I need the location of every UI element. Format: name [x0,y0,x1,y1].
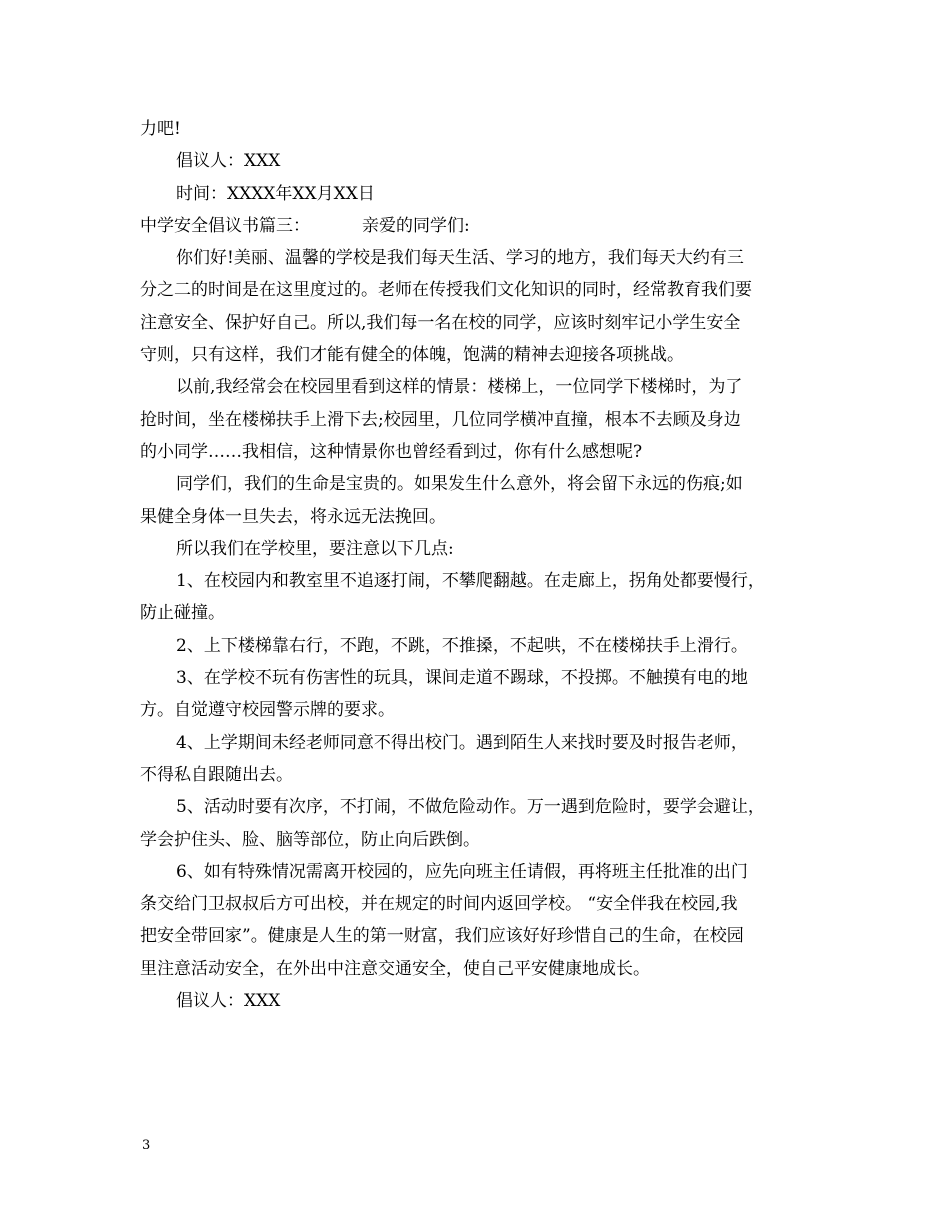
signature-line: 倡议人：XXX [176,151,281,172]
list-item-line: 条交给门卫叔叔后方可出校，并在规定的时间内返回学校。 “安全伴我在校园,我 [140,894,738,915]
text-line: 里注意活动安全，在外出中注意交通安全，使自己平安健康地成长。 [140,958,650,979]
text-line: 以前,我经常会在校园里看到这样的情景：楼梯上，一位同学下楼梯时，为了 [176,377,743,398]
list-item-line: 防止碰撞。 [140,603,225,624]
text-line: 守则，只有这样，我们才能有健全的体魄，饱满的精神去迎接各项挑战。 [140,345,684,366]
signature-line: 倡议人：XXX [176,991,281,1012]
list-item-line: 3、在学校不玩有伤害性的玩具，课间走道不踢球，不投掷。不触摸有电的地 [176,668,748,689]
text-line: 抢时间，坐在楼梯扶手上滑下去;校园里，几位同学横冲直撞，根本不去顾及身边 [140,409,741,430]
list-item-line: 方。自觉遵守校园警示牌的要求。 [140,700,395,721]
text-line: 分之二的时间是在这里度过的。老师在传授我们文化知识的同时，经常教育我们要 [140,280,752,301]
list-item-line: 4、上学期间未经老师同意不得出校门。遇到陌生人来找时要及时报告老师， [176,732,748,753]
list-item-line: 5、活动时要有次序，不打闹，不做危险动作。万一遇到危险时，要学会避让， [176,797,765,818]
document-body [140,113,800,1017]
date-line: 时间：XXXX年XX月XX日 [176,183,375,204]
section-heading: 中学安全倡议书篇三： [140,215,310,236]
text-line: 力吧! [140,119,181,139]
text-line: 的小同学……我相信，这种情景你也曾经看到过，你有什么感想呢? [140,441,643,462]
list-item-line: 不得私自跟随出去。 [140,764,293,785]
page-number: 3 [142,1138,151,1153]
section-heading-line [140,210,800,242]
list-item-line: 6、如有特殊情况需离开校园的，应先向班主任请假，再将班主任批准的出门 [176,861,748,882]
text-line: 你们好!美丽、温馨的学校是我们每天生活、学习的地方，我们每天大约有三 [176,248,744,269]
text-line: 注意安全、保护好自己。所以,我们每一名在校的同学，应该时刻牢记小学生安全 [140,312,741,333]
list-item-line: 1、在校园内和教室里不追逐打闹，不攀爬翻越。在走廊上，拐角处都要慢行， [176,571,765,592]
list-item-line: 2、上下楼梯靠右行，不跑，不跳，不推搡，不起哄，不在楼梯扶手上滑行。 [176,635,748,656]
text-line: 把安全带回家”。健康是人生的第一财富，我们应该好好珍惜自己的生命，在校园 [140,926,744,947]
text-line: 同学们，我们的生命是宝贵的。如果发生什么意外，将会留下永远的伤痕;如 [176,474,743,495]
greeting: 亲爱的同学们: [362,215,470,236]
text-line: 所以我们在学校里，要注意以下几点: [176,538,454,559]
text-line: 果健全身体一旦失去，将永远无法挽回。 [140,506,446,527]
list-item-line: 学会护住头、脸、脑等部位，防止向后跌倒。 [140,829,480,850]
